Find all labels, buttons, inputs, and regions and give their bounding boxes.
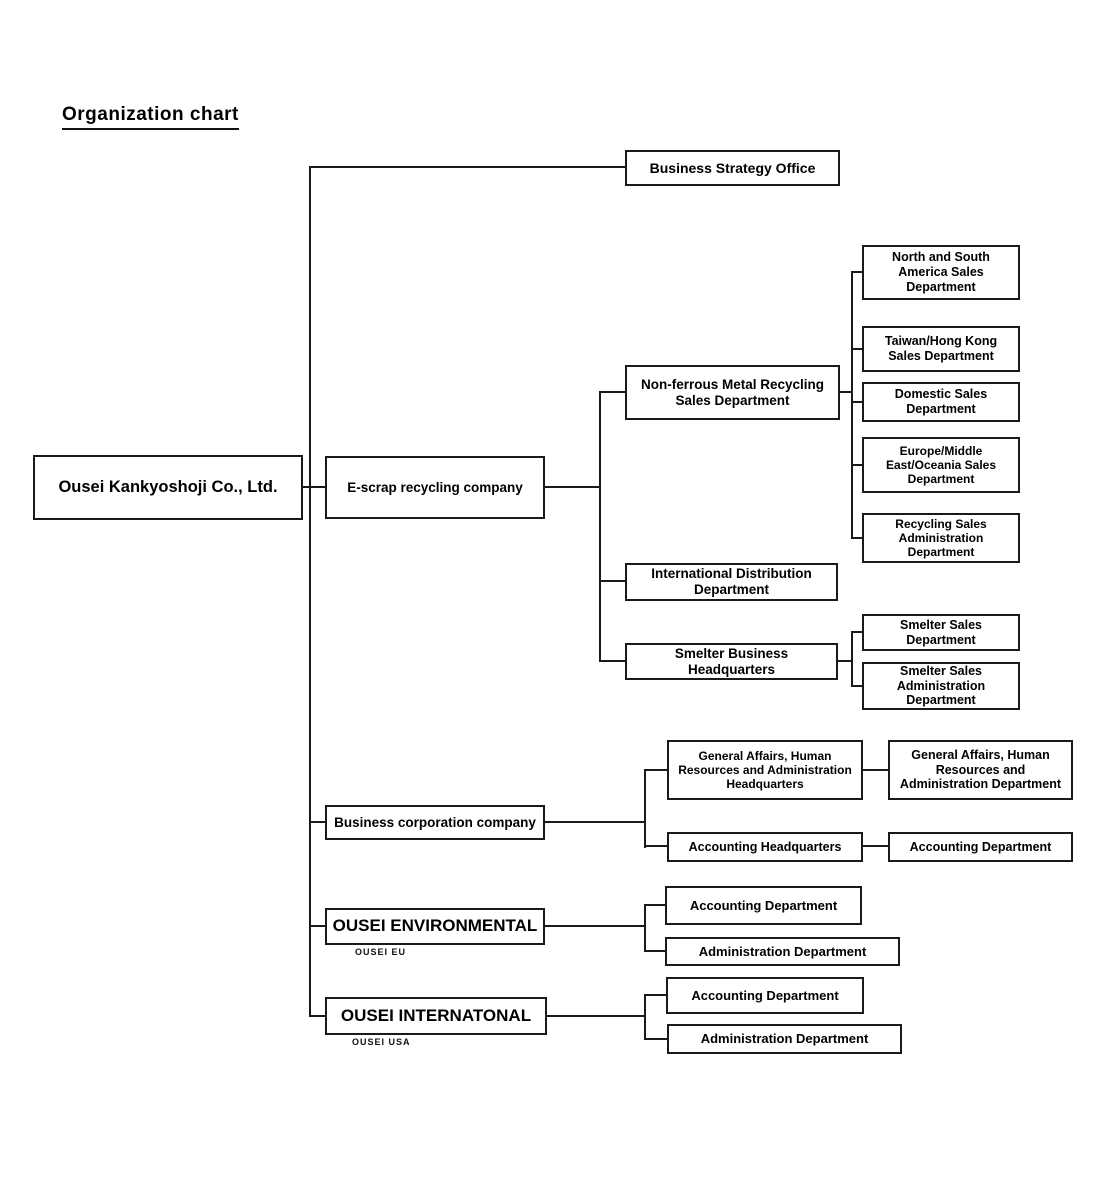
connector-bcc-spine [644, 769, 646, 848]
connector-smelter-hq [599, 660, 625, 662]
ousei-environmental-sublabel: OUSEI EU [355, 947, 407, 957]
connector-non-ferrous-spine [851, 271, 853, 539]
node-e-scrap-company: E-scrap recycling company [325, 456, 545, 519]
connector-ns-america [851, 271, 862, 273]
node-business-strategy-office: Business Strategy Office [625, 150, 840, 186]
connector-gen-affairs-hq [644, 769, 667, 771]
node-domestic-sales: Domestic Sales Department [862, 382, 1020, 422]
connector-business-corp [310, 821, 325, 823]
node-intl-accounting-dept: Accounting Department [666, 977, 864, 1014]
connector-intl-spine [644, 994, 646, 1040]
page-title: Organization chart [62, 104, 239, 130]
connector-bcc-out [545, 821, 646, 823]
node-smelter-sales: Smelter Sales Department [862, 614, 1020, 651]
connector-smelter-admin [851, 685, 862, 687]
connector-business-strategy [310, 166, 625, 168]
connector-gen-affairs-dept [863, 769, 888, 771]
connector-taiwan-hk [851, 348, 862, 350]
node-accounting-hq: Accounting Headquarters [667, 832, 863, 862]
node-smelter-sales-admin: Smelter Sales Administration Department [862, 662, 1020, 710]
connector-recycling-admin [851, 537, 862, 539]
node-general-affairs-dept: General Affairs, Human Resources and Administration Department [888, 740, 1073, 800]
node-europe-middle-east-oceania-sales: Europe/Middle East/Oceania Sales Department [862, 437, 1020, 493]
node-ousei-international: OUSEI INTERNATONAL [325, 997, 547, 1035]
connector-accounting-hq [644, 845, 667, 847]
node-taiwan-hong-kong-sales: Taiwan/Hong Kong Sales Department [862, 326, 1020, 372]
node-business-corporation-company: Business corporation company [325, 805, 545, 840]
node-accounting-dept: Accounting Department [888, 832, 1073, 862]
connector-main-spine [309, 166, 311, 1017]
node-recycling-sales-admin: Recycling Sales Administration Department [862, 513, 1020, 563]
connector-intl-accounting [644, 994, 666, 996]
node-root: Ousei Kankyoshoji Co., Ltd. [33, 455, 303, 520]
node-intl-administration-dept: Administration Department [667, 1024, 902, 1054]
connector-env-out [545, 925, 646, 927]
node-international-distribution: International Distribution Department [625, 563, 838, 601]
connector-e-scrap-spine [599, 391, 601, 662]
connector-europe [851, 464, 862, 466]
connector-domestic [851, 401, 862, 403]
node-smelter-business-hq: Smelter Business Headquarters [625, 643, 838, 680]
connector-env-accounting [644, 904, 665, 906]
connector-ousei-env [310, 925, 325, 927]
connector-env-administration [644, 950, 665, 952]
connector-e-scrap-out [545, 486, 601, 488]
node-env-accounting-dept: Accounting Department [665, 886, 862, 925]
connector-accounting-dept [863, 845, 888, 847]
connector-non-ferrous [599, 391, 625, 393]
connector-intl-distribution [599, 580, 625, 582]
connector-intl-administration [644, 1038, 667, 1040]
connector-ousei-intl [310, 1015, 325, 1017]
connector-env-spine [644, 904, 646, 952]
node-ousei-environmental: OUSEI ENVIRONMENTAL [325, 908, 545, 945]
connector-intl-out [547, 1015, 646, 1017]
ousei-international-sublabel: OUSEI USA [352, 1037, 411, 1047]
node-north-south-america-sales: North and South America Sales Department [862, 245, 1020, 300]
connector-root-tick [302, 486, 310, 488]
node-env-administration-dept: Administration Department [665, 937, 900, 966]
connector-e-scrap [310, 486, 325, 488]
connector-smelter-sales [851, 631, 862, 633]
node-general-affairs-hq: General Affairs, Human Resources and Administration Headquarters [667, 740, 863, 800]
node-non-ferrous-sales: Non-ferrous Metal Recycling Sales Department [625, 365, 840, 420]
connector-smelter-spine [851, 631, 853, 687]
